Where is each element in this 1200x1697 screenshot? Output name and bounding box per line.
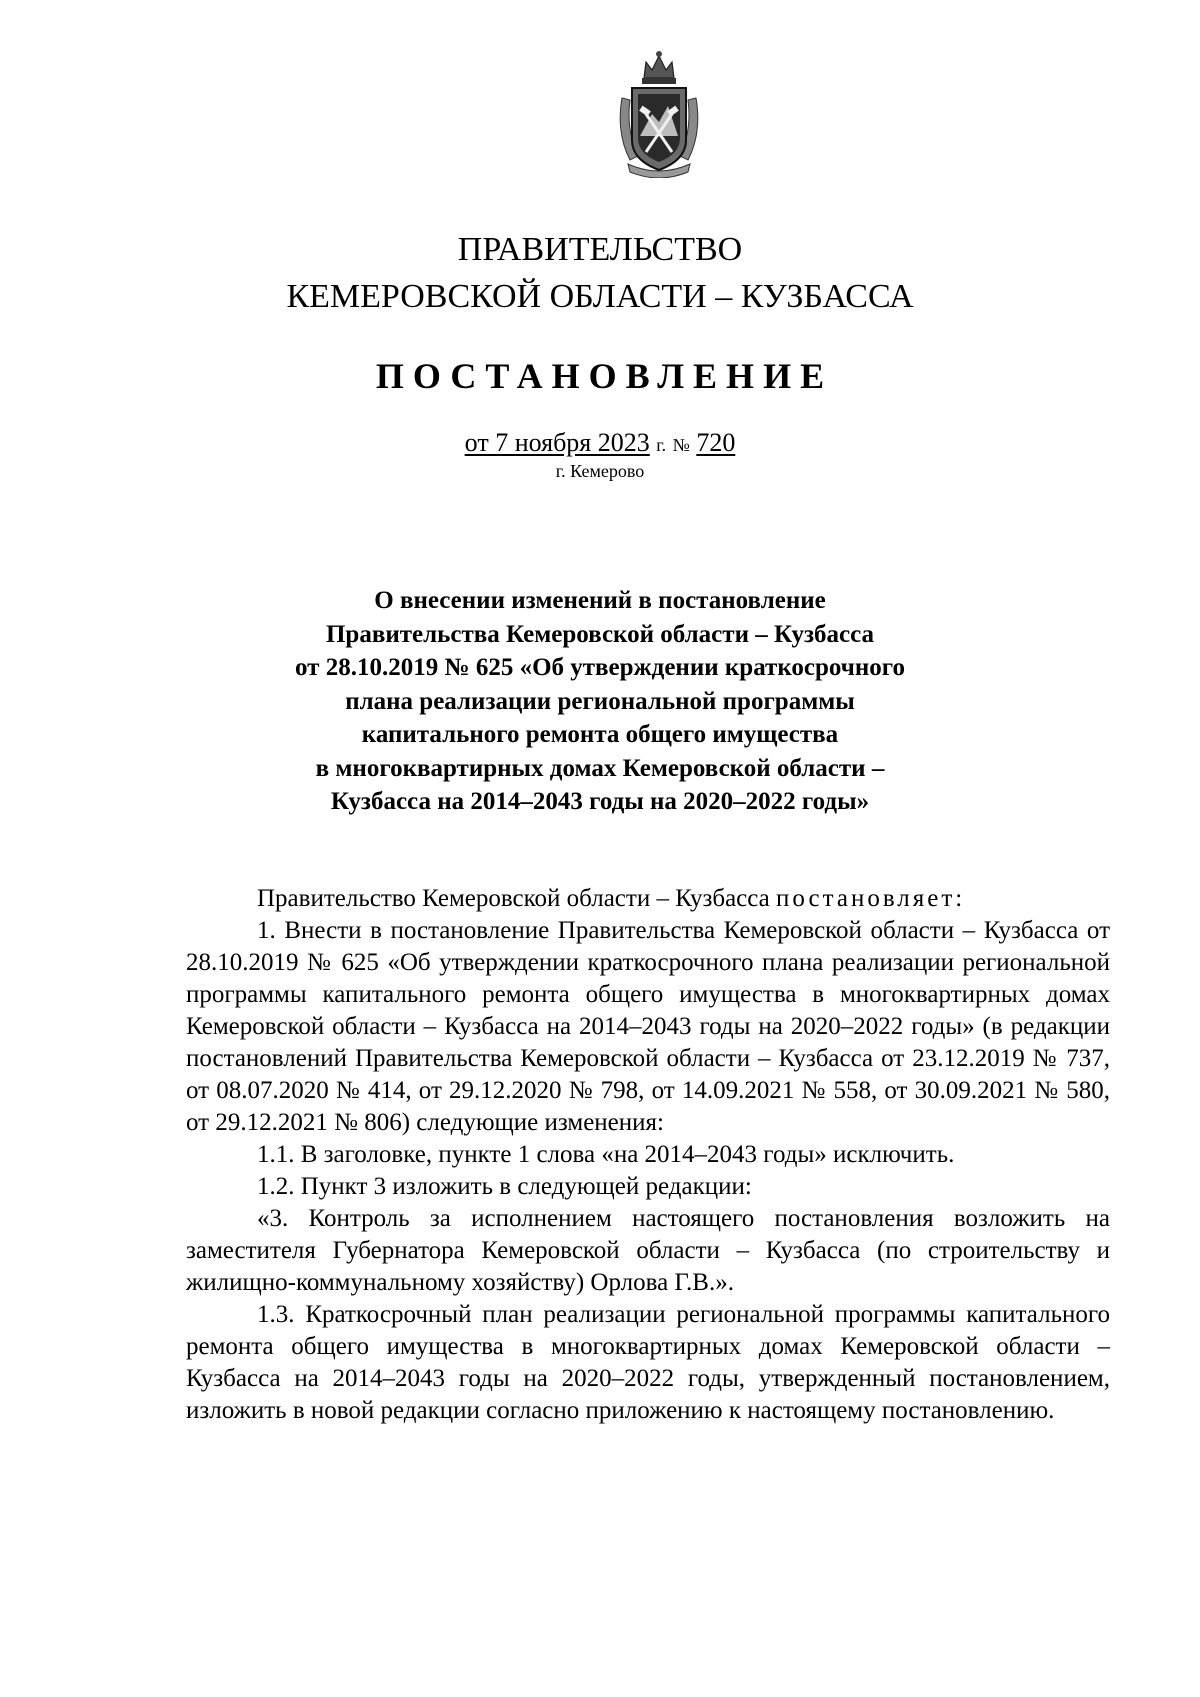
org-name-line2: КЕМЕРОВСКОЙ ОБЛАСТИ – КУЗБАССА (286, 278, 914, 315)
title-line: О внесении изменений в постановление (374, 587, 826, 614)
coat-of-arms-icon (618, 48, 700, 178)
org-name-line1: ПРАВИТЕЛЬСТВО (457, 231, 743, 268)
title-line: в многоквартирных домах Кемеровской области – (315, 754, 885, 782)
document-body (186, 883, 1110, 1427)
document-city: г. Кемерово (555, 461, 645, 481)
preamble-resolves: постановляет: (776, 885, 966, 912)
paragraph-1: 1. Внести в постановление Правительства Кемеровской области – Кузбасса от 28.10.2019 № 625 «Об утверждении краткосрочного плана реализации региональной программы капитального ремонта общего имущества в многоквартирных домах Кемеровской области – Кузбасса на 2014–2043 годы на 2020–2022 годы» (в редакции постановлений Правительства Кемеровской области – Кузбасса от 23.12.2019 № 737, от 08.07.2020 № 414, от 29.12.2020 № 798, от 14.09.2021 № 558, от 30.09.2021 № 580, от 29.12.2021 № 806) следующие изменения: (186, 917, 1110, 1136)
paragraph-1-2: 1.2. Пункт 3 изложить в следующей редакции: (257, 1173, 752, 1200)
paragraph-1-1: 1.1. В заголовке, пункте 1 слова «на 2014–2043 годы» исключить. (257, 1141, 955, 1168)
preamble-text: Правительство Кемеровской области – Кузбасса (257, 885, 777, 912)
paragraph-1-2-quote: «3. Контроль за исполнением настоящего постановления возложить на заместителя Губернатора Кемеровской области – Кузбасса (по строительству и жилищно-коммунальному хозяйству) Орлова Г.В.». (186, 1205, 1110, 1296)
document-date: от 7 ноября 2023 (464, 428, 650, 457)
document-date-number (0, 428, 1200, 460)
paragraph-1-3: 1.3. Краткосрочный план реализации региональной программы капитального ремонта общего имущества в многоквартирных домах Кемеровской области – Кузбасса на 2014–2043 годы на 2020–2022 годы, утвержденный постановлением, изложить в новой редакции согласно приложению к настоящему постановлению. (186, 1301, 1110, 1424)
title-line: Правительства Кемеровской области – Кузбасса (325, 620, 875, 648)
title-line: капитального ремонта общего имущества (361, 721, 839, 748)
title-line: плана реализации региональной программы (345, 687, 855, 715)
document-number: 720 (696, 428, 736, 457)
document-type: ПОСТАНОВЛЕНИЕ (375, 356, 834, 396)
title-line: Кузбасса на 2014–2043 годы на 2020–2022 годы» (330, 788, 870, 815)
year-suffix: г. (656, 435, 667, 455)
document-title (0, 584, 1200, 819)
number-sign: № (672, 435, 690, 455)
title-line: от 28.10.2019 № 625 «Об утверждении краткосрочного (295, 654, 905, 681)
preamble-paragraph (186, 883, 1110, 915)
